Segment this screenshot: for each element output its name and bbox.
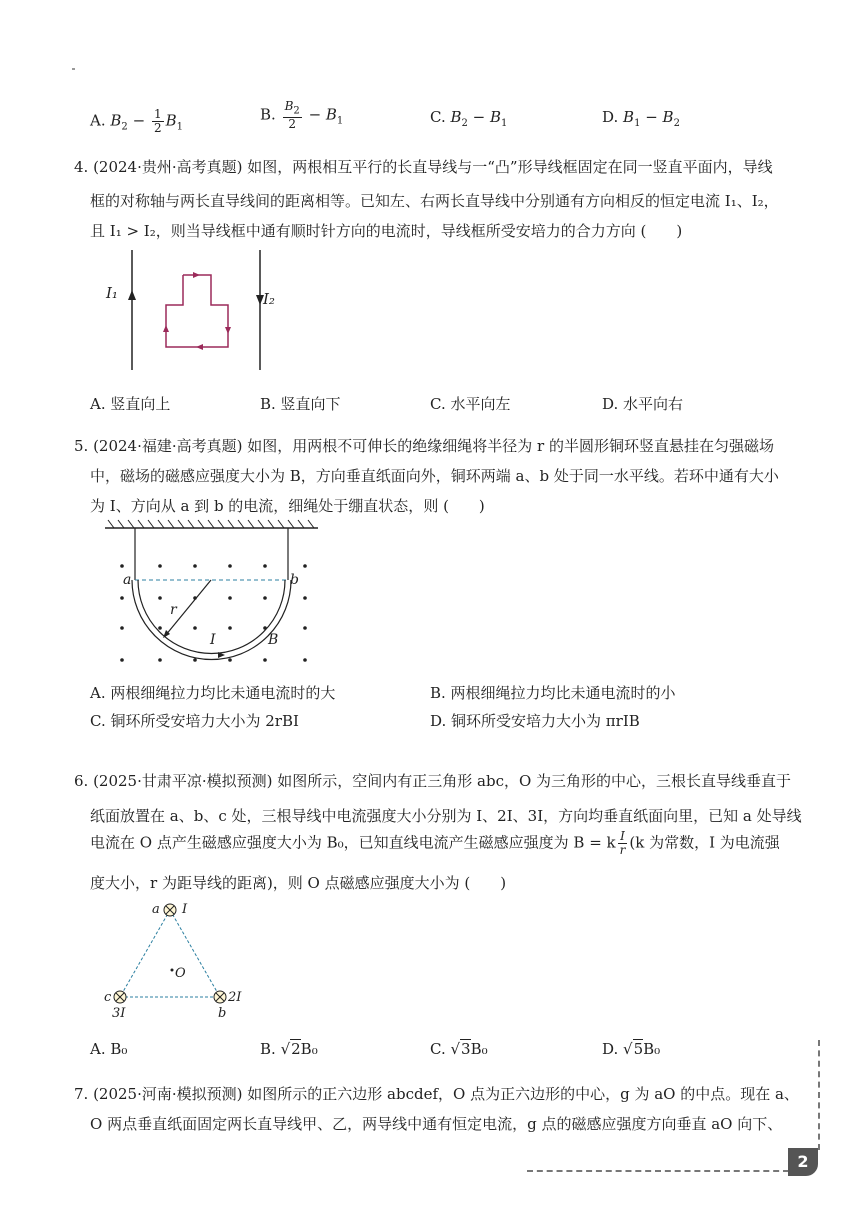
page-number: 2 <box>788 1148 818 1176</box>
q4-text-line3: 且 I₁ > I₂，则当导线框中通有顺时针方向的电流时，导线框所受安培力的合力方向 ( ) <box>90 222 683 240</box>
q3-option-d[interactable]: D. $B_1 - B_2$ <box>602 108 680 129</box>
q5-option-d[interactable]: D. 铜环所受安培力大小为 πrIB <box>430 712 640 730</box>
q3-option-b[interactable]: B. $\frac{B_2}{2}$ − $B_1$ <box>260 99 344 132</box>
q5-text-line3: 为 I、方向从 a 到 b 的电流，细绳处于绷直状态，则 ( ) <box>90 497 485 515</box>
q5-label-r: r <box>170 602 177 618</box>
q6-label-aI: I <box>182 902 188 917</box>
q5-label-b: b <box>290 572 299 588</box>
q5-option-b[interactable]: B. 两根细绳拉力均比未通电流时的小 <box>430 684 676 702</box>
q7-text-line1: 7. (2025·河南·模拟预测) 如图所示的正六边形 abcdef，O 点为正六边形的中心，g 为 aO 的中点。现在 a、 <box>74 1085 799 1103</box>
q4-label-i1: I₁ <box>106 284 118 302</box>
q6-label-b: b <box>218 1006 227 1021</box>
q6-text-line4: 度大小，r 为距导线的距离)，则 O 点磁感应强度大小为 ( ) <box>90 874 507 892</box>
q4-option-c[interactable]: C. 水平向左 <box>430 395 511 413</box>
q6-text-line1: 6. (2025·甘肃平凉·模拟预测) 如图所示，空间内有正三角形 abc，O 为三角形的中心，三根长直导线垂直于 <box>74 772 792 790</box>
q6-label-c3I: 3I <box>112 1006 126 1021</box>
q6-label-a: a <box>152 902 160 917</box>
q6-text-line3: 电流在 O 点产生磁感应强度大小为 B₀，已知直线电流产生磁感应强度为 B = k $\frac{I}{r}$ (k 为常数，I 为电流强 <box>90 829 780 857</box>
q6-label-c: c <box>104 990 112 1005</box>
q5-option-a[interactable]: A. 两根细绳拉力均比未通电流时的大 <box>90 684 336 702</box>
q4-option-a[interactable]: A. 竖直向上 <box>90 395 171 413</box>
q5-label-a: a <box>123 572 132 588</box>
q4-label-i2: I₂ <box>263 290 275 308</box>
q5-option-c[interactable]: C. 铜环所受安培力大小为 2rBI <box>90 712 299 730</box>
q4-figure <box>100 245 280 375</box>
q4-option-d[interactable]: D. 水平向右 <box>602 395 684 413</box>
q7-text-line2: O 两点垂直纸面固定两长直导线甲、乙，两导线中通有恒定电流，g 点的磁感应强度方向垂直 aO 向下、 <box>90 1115 783 1133</box>
q5-label-B: B <box>268 632 279 648</box>
corner-mark <box>72 68 75 70</box>
page-edge-dashed-line <box>818 1040 820 1150</box>
q6-label-O: O <box>175 966 186 981</box>
fraction: $\frac{1}{2}$ <box>153 107 162 135</box>
q6-option-c[interactable]: C. √3B₀ <box>430 1040 488 1058</box>
fraction: $\frac{I}{r}$ <box>619 829 626 857</box>
q6-option-a[interactable]: A. B₀ <box>90 1040 128 1058</box>
q6-option-b[interactable]: B. √2B₀ <box>260 1040 318 1058</box>
q4-text-line1: 4. (2024·贵州·高考真题) 如图，两根相互平行的长直导线与一“凸”形导线框固定在同一竖直平面内，导线 <box>74 158 773 176</box>
q4-text-line2: 框的对称轴与两长直导线间的距离相等。已知左、右两长直导线中分别通有方向相反的恒定电流 I₁、I₂， <box>90 192 779 210</box>
q3-option-c[interactable]: C. $B_2 - B_1$ <box>430 108 508 129</box>
q5-label-i: I <box>210 632 216 648</box>
q5-text-line1: 5. (2024·福建·高考真题) 如图，用两根不可伸长的绝缘细绳将半径为 r 的半圆形铜环竖直悬挂在匀强磁场 <box>74 437 774 455</box>
q4-option-b[interactable]: B. 竖直向下 <box>260 395 341 413</box>
q6-text-line2: 纸面放置在 a、b、c 处，三根导线中电流强度大小分别为 I、2I、3I，方向均垂直纸面向里，已知 a 处导线 <box>90 807 802 825</box>
q6-option-d[interactable]: D. √5B₀ <box>602 1040 661 1058</box>
q6-label-b2I: 2I <box>228 990 242 1005</box>
fraction: $\frac{B_2}{2}$ <box>284 99 300 132</box>
q3-option-a[interactable]: A. $B_2$ − $\frac{1}{2}$ $B_1$ <box>90 107 183 135</box>
q5-text-line2: 中，磁场的磁感应强度大小为 B，方向垂直纸面向外，铜环两端 a、b 处于同一水平线。若环中通有大小 <box>90 467 779 485</box>
footer-dashed-line <box>527 1170 789 1172</box>
